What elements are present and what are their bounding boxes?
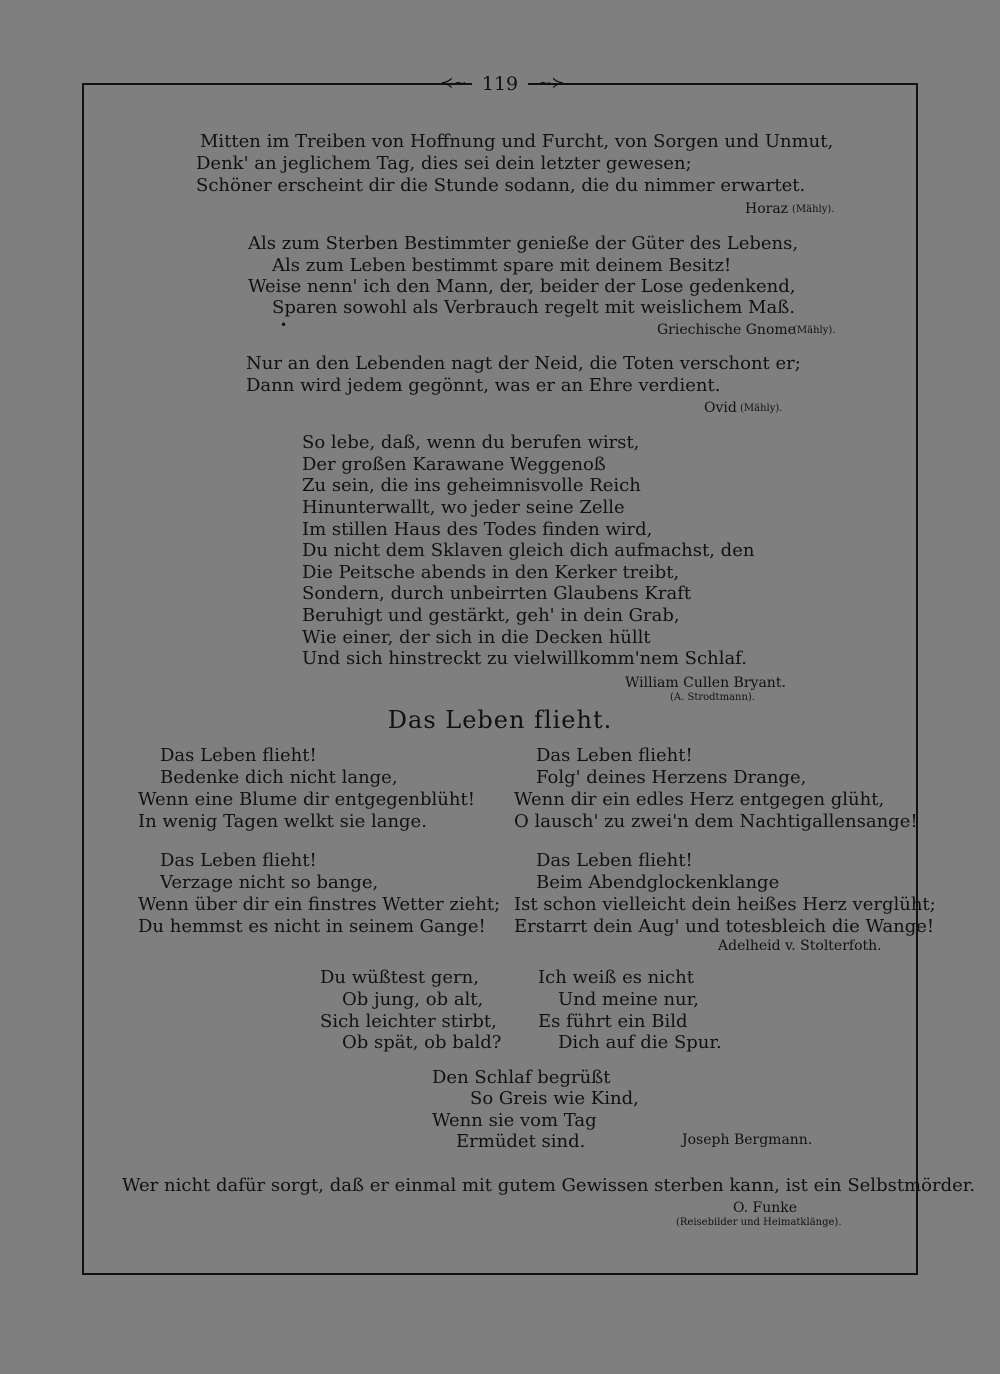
verse-line: Ich weiß es nicht: [538, 967, 694, 988]
poem-title: Das Leben flieht.: [387, 706, 613, 734]
attribution-author: William Cullen Bryant.: [625, 675, 786, 691]
verse-line: Wenn über dir ein finstres Wetter zieht;: [138, 894, 501, 915]
attribution-author: O. Funke: [733, 1200, 798, 1216]
prose-line: Wer nicht dafür sorgt, daß er einmal mit gutem Gewissen sterben kann, ist ein Selbstmörder.: [122, 1175, 976, 1196]
verse-line: Ob spät, ob bald?: [342, 1032, 502, 1053]
attribution-author: Horaz: [745, 201, 789, 217]
verse-line: Verzage nicht so bange,: [160, 872, 379, 893]
attribution-translator: (Mähly).: [740, 403, 783, 414]
page-number: 119: [0, 73, 1000, 95]
attribution-translator: (A. Strodtmann).: [670, 692, 755, 703]
verse-line: Und sich hinstreckt zu vielwillkomm'nem Schlaf.: [302, 648, 747, 669]
verse-line: Sich leichter stirbt,: [320, 1011, 497, 1032]
verse-line: Beim Abendglockenklange: [536, 872, 780, 893]
verse-line: Der großen Karawane Weggenoß: [302, 454, 606, 475]
verse-line: Weise nenn' ich den Mann, der, beider der Lose gedenkend,: [248, 276, 796, 297]
verse-line: Wenn sie vom Tag: [432, 1110, 597, 1131]
attribution-author: Ovid: [704, 400, 737, 416]
verse-line: Als zum Sterben Bestimmter genieße der Güter des Lebens,: [248, 233, 799, 254]
verse-line: Du nicht dem Sklaven gleich dich aufmachst, den: [302, 540, 755, 561]
verse-line: Nur an den Lebenden nagt der Neid, die Toten verschont er;: [246, 353, 801, 374]
verse-line: Sparen sowohl als Verbrauch regelt mit weislichem Maß.: [272, 297, 795, 318]
verse-line: Im stillen Haus des Todes finden wird,: [302, 519, 653, 540]
stray-mark: •: [280, 318, 288, 332]
verse-line: Dich auf die Spur.: [558, 1032, 722, 1053]
verse-line: Wenn eine Blume dir entgegenblüht!: [138, 789, 475, 810]
attribution-author: Griechische Gnome: [657, 322, 796, 338]
verse-line: Mitten im Treiben von Hoffnung und Furcht, von Sorgen und Unmut,: [200, 131, 834, 152]
verse-line: O lausch' zu zwei'n dem Nachtigallensange!: [514, 811, 918, 832]
verse-line: Schöner erscheint dir die Stunde sodann, die du nimmer erwartet.: [196, 175, 806, 196]
verse-line: So Greis wie Kind,: [470, 1088, 639, 1109]
verse-line: Hinunterwallt, wo jeder seine Zelle: [302, 497, 625, 518]
verse-line: Ermüdet sind.: [456, 1131, 586, 1152]
verse-line: Es führt ein Bild: [538, 1011, 688, 1032]
verse-line: Und meine nur,: [558, 989, 699, 1010]
ornament-left-icon: ≺∼: [440, 73, 467, 92]
verse-line: Du hemmst es nicht in seinem Gange!: [138, 916, 486, 937]
verse-line: In wenig Tagen welkt sie lange.: [138, 811, 427, 832]
verse-line: Das Leben flieht!: [160, 850, 317, 871]
attribution-source: (Reisebilder und Heimatklänge).: [676, 1217, 842, 1228]
attribution-translator: (Mähly).: [792, 204, 835, 215]
verse-line: Als zum Leben bestimmt spare mit deinem Besitz!: [272, 255, 732, 276]
verse-line: Sondern, durch unbeirrten Glaubens Kraft: [302, 583, 692, 604]
verse-line: So lebe, daß, wenn du berufen wirst,: [302, 432, 640, 453]
verse-line: Du wüßtest gern,: [320, 967, 479, 988]
attribution-translator: (Mähly).: [793, 325, 836, 336]
verse-line: Denk' an jeglichem Tag, dies sei dein letzter gewesen;: [196, 153, 692, 174]
verse-line: Ist schon vielleicht dein heißes Herz verglüht;: [514, 894, 936, 915]
verse-line: Den Schlaf begrüßt: [432, 1067, 611, 1088]
verse-line: Die Peitsche abends in den Kerker treibt,: [302, 562, 680, 583]
verse-line: Beruhigt und gestärkt, geh' in dein Grab,: [302, 605, 680, 626]
verse-line: Bedenke dich nicht lange,: [160, 767, 398, 788]
ornament-right-icon: ∼≻: [538, 73, 565, 92]
verse-line: Ob jung, ob alt,: [342, 989, 484, 1010]
attribution-author: Joseph Bergmann.: [682, 1132, 813, 1148]
verse-line: Das Leben flieht!: [536, 745, 693, 766]
verse-line: Das Leben flieht!: [536, 850, 693, 871]
verse-line: Wenn dir ein edles Herz entgegen glüht,: [514, 789, 885, 810]
verse-line: Erstarrt dein Aug' und totesbleich die Wange!: [514, 916, 935, 937]
attribution-author: Adelheid v. Stolterfoth.: [718, 938, 882, 954]
verse-line: Zu sein, die ins geheimnisvolle Reich: [302, 475, 641, 496]
verse-line: Folg' deines Herzens Drange,: [536, 767, 807, 788]
verse-line: Wie einer, der sich in die Decken hüllt: [302, 627, 651, 648]
verse-line: Das Leben flieht!: [160, 745, 317, 766]
verse-line: Dann wird jedem gegönnt, was er an Ehre verdient.: [246, 375, 721, 396]
